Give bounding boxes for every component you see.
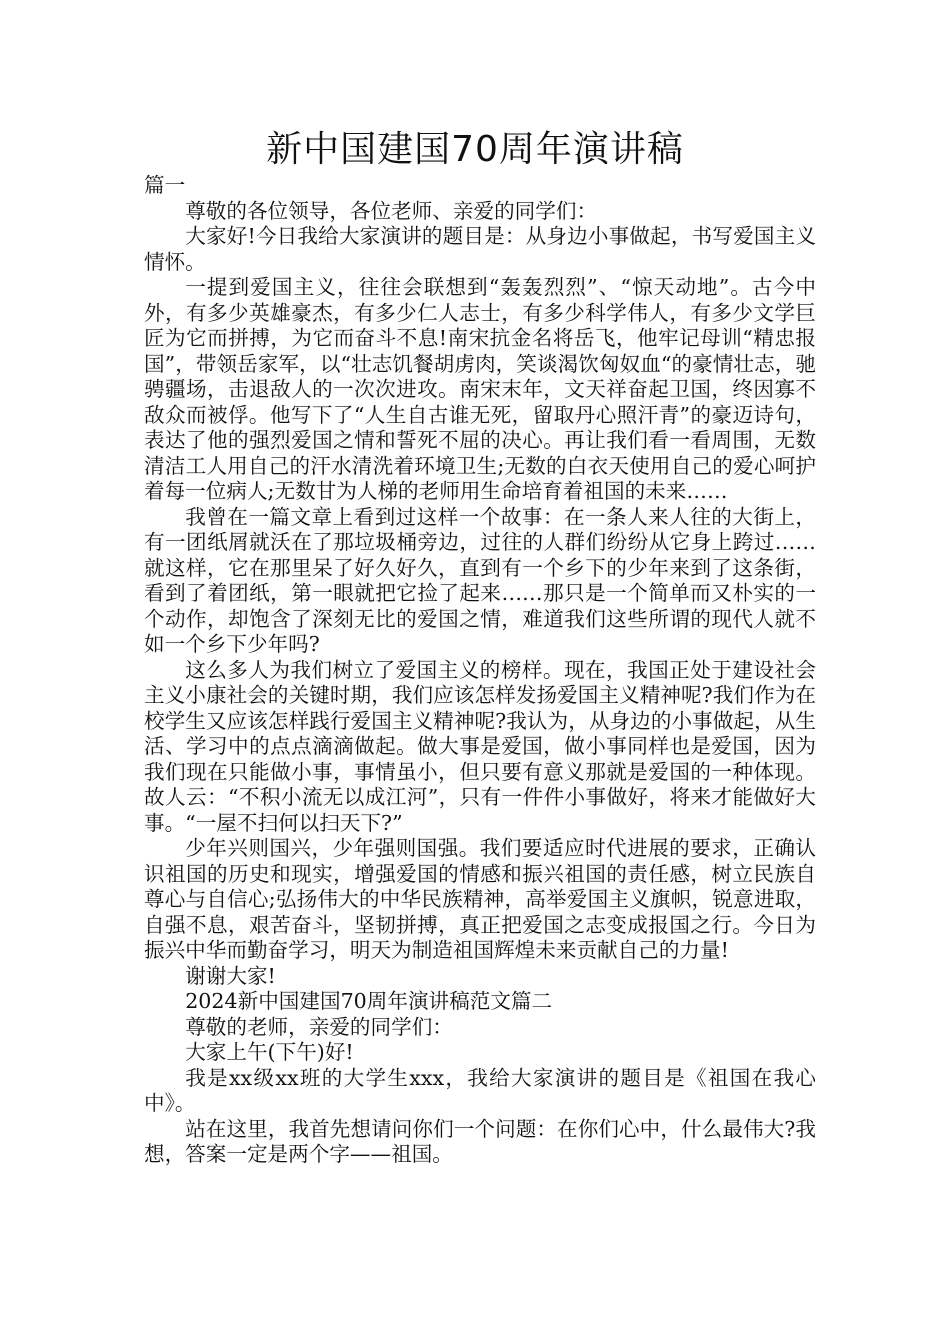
section-heading: 2024新中国建国70周年演讲稿范文篇二 [185, 989, 553, 1013]
salutation: 尊敬的老师，亲爱的同学们： [185, 1014, 453, 1039]
body-paragraph: 一提到爱国主义，往往会联想到“轰轰烈烈”、“惊天动地”。古今中外，有多少英雄豪杰，有多少仁人志士，有多少科学伟人，有多少文学巨匠为它而拼搏，为它而奋斗不息!南宋抗金名将岳飞，他牢记母训“精忠报国”，带领岳家军，以“壮志饥餐胡虏肉，笑谈渴饮匈奴血“的豪情壮志，驰骋疆场，击退敌人的一次次进攻。南宋末年，文天祥奋起卫国，终因寡不敌众而被俘。他写下了“人生自古谁无死，留取丹心照汗青”的豪迈诗句，表达了他的强烈爱国之情和誓死不屈的决心。再让我们看一看周围，无数清洁工人用自己的汗水清洗着环境卫生;无数的白衣天使用自己的爱心呵护着每一位病人;无数甘为人梯的老师用生命培育着祖国的未来…… [144, 275, 816, 503]
document-title: 新中国建国70周年演讲稿 [266, 129, 684, 170]
document-body [144, 173, 816, 1168]
section-label: 篇一 [144, 173, 186, 197]
opening-paragraph: 大家好!今日我给大家演讲的题目是：从身边小事做起，书写爱国主义情怀。 [144, 224, 816, 274]
closing-line: 谢谢大家! [185, 963, 276, 988]
salutation: 尊敬的各位领导，各位老师、亲爱的同学们： [185, 198, 598, 223]
body-paragraph: 我是xx级xx班的大学生xxx，我给大家演讲的题目是《祖国在我心中》。 [144, 1065, 816, 1115]
body-paragraph: 站在这里，我首先想请问你们一个问题：在你们心中，什么最伟大?我想，答案一定是两个字——祖国。 [144, 1116, 816, 1166]
body-paragraph: 少年兴则国兴，少年强则国强。我们要适应时代进展的要求，正确认识祖国的历史和现实，增强爱国的情感和振兴祖国的责任感，树立民族自尊心与自信心;弘扬伟大的中华民族精神，高举爱国主义旗帜，锐意进取，自强不息，艰苦奋斗，坚韧拼搏，真正把爱国之志变成报国之行。今日为振兴中华而勤奋学习，明天为制造祖国辉煌未来贡献自己的力量! [144, 836, 816, 962]
greeting-line: 大家上午(下午)好! [185, 1040, 354, 1064]
body-paragraph: 我曾在一篇文章上看到过这样一个故事：在一条人来人往的大街上，有一团纸屑就沃在了那垃圾桶旁边，过往的人群们纷纷从它身上跨过……就这样，它在那里呆了好久好久，直到有一个乡下的少年来到了这条街，看到了着团纸，第一眼就把它捡了起来……那只是一个简单而又朴实的一个动作，却饱含了深刻无比的爱国之情，难道我们这些所谓的现代人就不如一个乡下少年吗? [144, 504, 816, 656]
body-paragraph: 这么多人为我们树立了爱国主义的榜样。现在，我国正处于建设社会主义小康社会的关键时期，我们应该怎样发扬爱国主义精神呢?我们作为在校学生又应该怎样践行爱国主义精神呢?我认为，从身边的小事做起，从生活、学习中的点点滴滴做起。做大事是爱国，做小事同样也是爱国，因为我们现在只能做小事，事情虽小，但只要有意义那就是爱国的一种体现。故人云：“不积小流无以成江河”，只有一件件小事做好，将来才能做好大事。“一屋不扫何以扫天下?” [144, 657, 816, 835]
